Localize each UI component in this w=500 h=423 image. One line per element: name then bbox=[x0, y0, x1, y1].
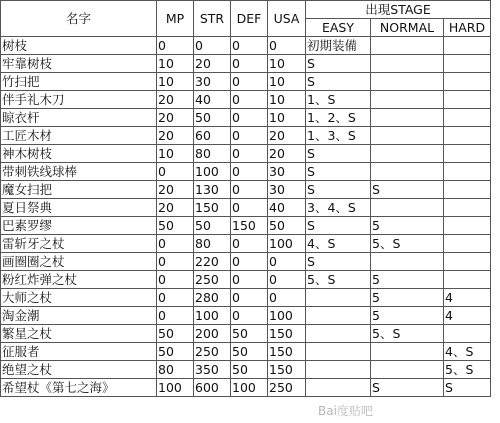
header-str: STR bbox=[194, 1, 231, 37]
cell-mp: 20 bbox=[157, 109, 194, 127]
cell-usa: 20 bbox=[268, 145, 306, 163]
cell-easy: 1、2、S bbox=[306, 109, 371, 127]
cell-hard bbox=[444, 145, 491, 163]
cell-def: 0 bbox=[231, 55, 268, 73]
cell-hard: 4、S bbox=[444, 343, 491, 361]
cell-def: 0 bbox=[231, 91, 268, 109]
header-normal: NORMAL bbox=[371, 19, 444, 37]
cell-normal bbox=[371, 361, 444, 379]
header-mp: MP bbox=[157, 1, 194, 37]
cell-easy bbox=[306, 361, 371, 379]
cell-name: 粉红炸弹之杖 bbox=[1, 271, 157, 289]
cell-easy bbox=[306, 289, 371, 307]
cell-easy: 1、3、S bbox=[306, 127, 371, 145]
cell-def: 0 bbox=[231, 181, 268, 199]
cell-hard: 4 bbox=[444, 307, 491, 325]
cell-name: 淘金潮 bbox=[1, 307, 157, 325]
table-row bbox=[1, 55, 491, 73]
cell-name: 画圈圈之杖 bbox=[1, 253, 157, 271]
cell-str: 50 bbox=[194, 109, 231, 127]
cell-mp: 0 bbox=[157, 235, 194, 253]
cell-name: 神木树枝 bbox=[1, 145, 157, 163]
cell-name: 带刺铁线球棒 bbox=[1, 163, 157, 181]
cell-str: 50 bbox=[194, 217, 231, 235]
cell-str: 350 bbox=[194, 361, 231, 379]
cell-str: 130 bbox=[194, 181, 231, 199]
cell-str: 30 bbox=[194, 73, 231, 91]
cell-name: 巴素罗缪 bbox=[1, 217, 157, 235]
cell-hard bbox=[444, 73, 491, 91]
cell-easy: S bbox=[306, 253, 371, 271]
table-row bbox=[1, 289, 491, 307]
cell-easy bbox=[306, 325, 371, 343]
cell-mp: 20 bbox=[157, 91, 194, 109]
cell-easy bbox=[306, 307, 371, 325]
cell-def: 50 bbox=[231, 343, 268, 361]
cell-hard bbox=[444, 91, 491, 109]
cell-normal: S bbox=[371, 181, 444, 199]
cell-normal: 5 bbox=[371, 289, 444, 307]
table-row bbox=[1, 145, 491, 163]
cell-name: 魔女扫把 bbox=[1, 181, 157, 199]
cell-str: 250 bbox=[194, 271, 231, 289]
cell-hard bbox=[444, 55, 491, 73]
cell-str: 80 bbox=[194, 235, 231, 253]
cell-def: 100 bbox=[231, 379, 268, 397]
table-row bbox=[1, 307, 491, 325]
cell-hard bbox=[444, 271, 491, 289]
cell-normal bbox=[371, 55, 444, 73]
table-row bbox=[1, 73, 491, 91]
cell-normal bbox=[371, 199, 444, 217]
cell-str: 100 bbox=[194, 307, 231, 325]
cell-def: 0 bbox=[231, 199, 268, 217]
cell-hard bbox=[444, 37, 491, 55]
cell-easy: S bbox=[306, 181, 371, 199]
cell-def: 50 bbox=[231, 325, 268, 343]
table-row bbox=[1, 199, 491, 217]
cell-normal bbox=[371, 73, 444, 91]
cell-def: 0 bbox=[231, 37, 268, 55]
cell-easy: 3、4、S bbox=[306, 199, 371, 217]
cell-normal bbox=[371, 37, 444, 55]
cell-usa: 40 bbox=[268, 199, 306, 217]
cell-name: 雷斩牙之杖 bbox=[1, 235, 157, 253]
cell-def: 0 bbox=[231, 235, 268, 253]
cell-mp: 50 bbox=[157, 325, 194, 343]
cell-def: 0 bbox=[231, 127, 268, 145]
cell-usa: 10 bbox=[268, 55, 306, 73]
header-stage: 出現STAGE bbox=[306, 1, 491, 19]
cell-def: 150 bbox=[231, 217, 268, 235]
cell-usa: 20 bbox=[268, 127, 306, 145]
cell-usa: 0 bbox=[268, 253, 306, 271]
header-row bbox=[1, 1, 491, 19]
cell-name: 工匠木材 bbox=[1, 127, 157, 145]
cell-name: 晾衣杆 bbox=[1, 109, 157, 127]
table-row bbox=[1, 109, 491, 127]
cell-mp: 10 bbox=[157, 73, 194, 91]
cell-mp: 20 bbox=[157, 127, 194, 145]
cell-easy: 4、S bbox=[306, 235, 371, 253]
header-hard: HARD bbox=[444, 19, 491, 37]
table-row bbox=[1, 163, 491, 181]
table-row bbox=[1, 217, 491, 235]
cell-def: 0 bbox=[231, 163, 268, 181]
table-row bbox=[1, 253, 491, 271]
cell-easy: S bbox=[306, 55, 371, 73]
cell-mp: 0 bbox=[157, 307, 194, 325]
cell-hard bbox=[444, 109, 491, 127]
cell-hard bbox=[444, 199, 491, 217]
cell-normal bbox=[371, 127, 444, 145]
cell-name: 征服者 bbox=[1, 343, 157, 361]
cell-str: 20 bbox=[194, 55, 231, 73]
cell-hard bbox=[444, 163, 491, 181]
cell-normal bbox=[371, 343, 444, 361]
cell-usa: 50 bbox=[268, 217, 306, 235]
cell-mp: 0 bbox=[157, 289, 194, 307]
cell-normal bbox=[371, 109, 444, 127]
table-row bbox=[1, 361, 491, 379]
table-row bbox=[1, 271, 491, 289]
cell-normal bbox=[371, 91, 444, 109]
cell-str: 220 bbox=[194, 253, 231, 271]
cell-usa: 100 bbox=[268, 235, 306, 253]
cell-hard: 4 bbox=[444, 289, 491, 307]
table-row bbox=[1, 91, 491, 109]
cell-mp: 10 bbox=[157, 145, 194, 163]
cell-str: 40 bbox=[194, 91, 231, 109]
cell-usa: 150 bbox=[268, 361, 306, 379]
cell-mp: 100 bbox=[157, 379, 194, 397]
cell-def: 0 bbox=[231, 289, 268, 307]
cell-normal: S bbox=[371, 379, 444, 397]
cell-str: 60 bbox=[194, 127, 231, 145]
cell-hard bbox=[444, 217, 491, 235]
cell-normal: 5、S bbox=[371, 325, 444, 343]
cell-normal: 5 bbox=[371, 217, 444, 235]
cell-str: 100 bbox=[194, 163, 231, 181]
cell-hard bbox=[444, 235, 491, 253]
cell-name: 竹扫把 bbox=[1, 73, 157, 91]
cell-usa: 30 bbox=[268, 181, 306, 199]
cell-usa: 0 bbox=[268, 289, 306, 307]
cell-mp: 80 bbox=[157, 361, 194, 379]
cell-str: 600 bbox=[194, 379, 231, 397]
cell-name: 夏日祭典 bbox=[1, 199, 157, 217]
table-row bbox=[1, 379, 491, 397]
table-row bbox=[1, 235, 491, 253]
cell-def: 0 bbox=[231, 145, 268, 163]
cell-easy: S bbox=[306, 145, 371, 163]
cell-str: 0 bbox=[194, 37, 231, 55]
cell-name: 希望杖《第七之海》 bbox=[1, 379, 157, 397]
cell-easy: 5、S bbox=[306, 271, 371, 289]
cell-mp: 0 bbox=[157, 271, 194, 289]
table-row bbox=[1, 127, 491, 145]
header-usa: USA bbox=[268, 1, 306, 37]
cell-mp: 10 bbox=[157, 55, 194, 73]
cell-easy: 1、S bbox=[306, 91, 371, 109]
cell-hard bbox=[444, 253, 491, 271]
cell-usa: 10 bbox=[268, 73, 306, 91]
cell-usa: 150 bbox=[268, 325, 306, 343]
header-easy: EASY bbox=[306, 19, 371, 37]
header-def: DEF bbox=[231, 1, 268, 37]
cell-hard: 5、S bbox=[444, 361, 491, 379]
cell-usa: 0 bbox=[268, 271, 306, 289]
cell-def: 0 bbox=[231, 73, 268, 91]
cell-easy: 初期装備 bbox=[306, 37, 371, 55]
cell-mp: 0 bbox=[157, 253, 194, 271]
table-row bbox=[1, 343, 491, 361]
cell-normal: 5、S bbox=[371, 235, 444, 253]
cell-hard bbox=[444, 325, 491, 343]
cell-name: 繁星之杖 bbox=[1, 325, 157, 343]
cell-easy: S bbox=[306, 217, 371, 235]
cell-normal bbox=[371, 253, 444, 271]
cell-name: 伴手礼木刀 bbox=[1, 91, 157, 109]
cell-str: 150 bbox=[194, 199, 231, 217]
cell-def: 0 bbox=[231, 109, 268, 127]
cell-def: 0 bbox=[231, 271, 268, 289]
cell-def: 0 bbox=[231, 253, 268, 271]
cell-def: 0 bbox=[231, 307, 268, 325]
cell-mp: 20 bbox=[157, 199, 194, 217]
cell-str: 200 bbox=[194, 325, 231, 343]
cell-normal bbox=[371, 163, 444, 181]
header-name: 名字 bbox=[1, 1, 157, 37]
cell-mp: 50 bbox=[157, 343, 194, 361]
cell-normal bbox=[371, 145, 444, 163]
cell-normal: 5 bbox=[371, 307, 444, 325]
cell-name: 大师之杖 bbox=[1, 289, 157, 307]
cell-mp: 50 bbox=[157, 217, 194, 235]
cell-str: 280 bbox=[194, 289, 231, 307]
cell-easy: S bbox=[306, 73, 371, 91]
cell-name: 绝望之杖 bbox=[1, 361, 157, 379]
cell-mp: 20 bbox=[157, 181, 194, 199]
cell-str: 80 bbox=[194, 145, 231, 163]
cell-def: 50 bbox=[231, 361, 268, 379]
watermark: Bai度贴吧 bbox=[318, 404, 373, 418]
cell-usa: 30 bbox=[268, 163, 306, 181]
cell-easy bbox=[306, 379, 371, 397]
cell-easy bbox=[306, 343, 371, 361]
cell-hard bbox=[444, 127, 491, 145]
cell-str: 250 bbox=[194, 343, 231, 361]
cell-name: 牢靠树枝 bbox=[1, 55, 157, 73]
cell-hard bbox=[444, 181, 491, 199]
cell-usa: 250 bbox=[268, 379, 306, 397]
cell-mp: 0 bbox=[157, 37, 194, 55]
table-row bbox=[1, 181, 491, 199]
table-row bbox=[1, 325, 491, 343]
cell-hard: S bbox=[444, 379, 491, 397]
cell-mp: 0 bbox=[157, 163, 194, 181]
cell-normal: 5 bbox=[371, 271, 444, 289]
cell-easy: S bbox=[306, 163, 371, 181]
table-row bbox=[1, 37, 491, 55]
cell-name: 树枝 bbox=[1, 37, 157, 55]
cell-usa: 10 bbox=[268, 91, 306, 109]
cell-usa: 10 bbox=[268, 109, 306, 127]
cell-usa: 0 bbox=[268, 37, 306, 55]
cell-usa: 100 bbox=[268, 307, 306, 325]
cell-usa: 150 bbox=[268, 343, 306, 361]
